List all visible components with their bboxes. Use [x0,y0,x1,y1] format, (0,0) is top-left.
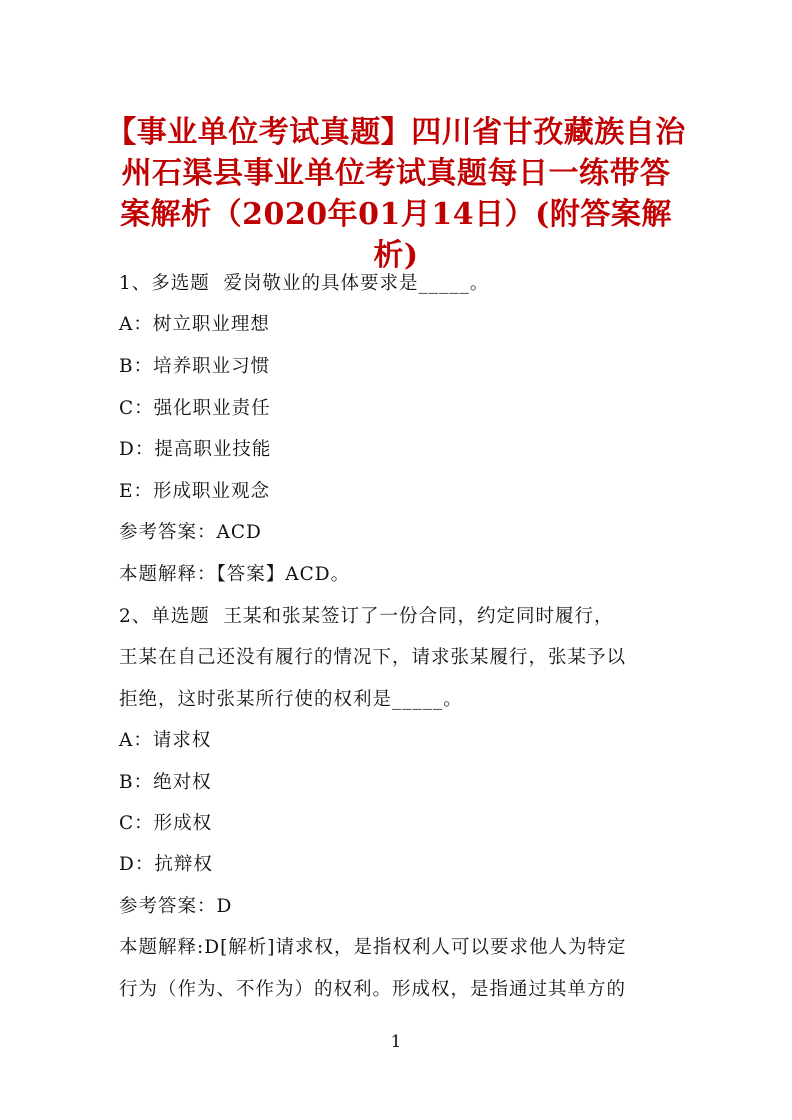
document-title [100,112,692,276]
q1-option-d: D：提高职业技能 [119,439,272,460]
q2-stem-line-3: 拒绝，这时张某所行使的权利是_____。 [119,689,463,710]
page-number: 1 [390,1032,402,1052]
q2-stem-line-1: 2、单选题 王某和张某签订了一份合同，约定同时履行， [119,606,614,627]
q1-option-b: B：培养职业习惯 [119,356,271,377]
q2-option-a: A：请求权 [119,730,212,751]
q1-option-c: C：强化职业责任 [119,398,271,419]
q2-explanation-line-2: 行为（作为、不作为）的权利。形成权，是指通过其单方的 [119,979,627,1000]
title-line-3: 案解析（2020年01月14日）(附答案解析) [120,197,672,273]
q1-answer: 参考答案：ACD [119,522,262,543]
q2-answer: 参考答案：D [119,896,233,917]
q1-option-a: A：树立职业理想 [119,314,270,335]
title-line-1: 【事业单位考试真题】四川省甘孜藏族自治 [106,115,686,150]
q2-option-b: B：绝对权 [119,772,212,793]
q2-option-d: D：抗辩权 [119,854,213,875]
q1-explanation: 本题解释：【答案】ACD。 [119,564,351,585]
q2-explanation-line-1: 本题解释:D[解析]请求权，是指权利人可以要求他人为特定 [119,937,627,958]
q1-stem: 1、多选题 爱岗敬业的具体要求是_____。 [119,273,490,294]
q2-option-c: C：形成权 [119,813,213,834]
q2-stem-line-2: 王某在自己还没有履行的情况下，请求张某履行，张某予以 [119,647,627,668]
title-line-2: 州石渠县事业单位考试真题每日一练带答 [121,156,671,191]
q1-option-e: E：形成职业观念 [119,481,271,502]
